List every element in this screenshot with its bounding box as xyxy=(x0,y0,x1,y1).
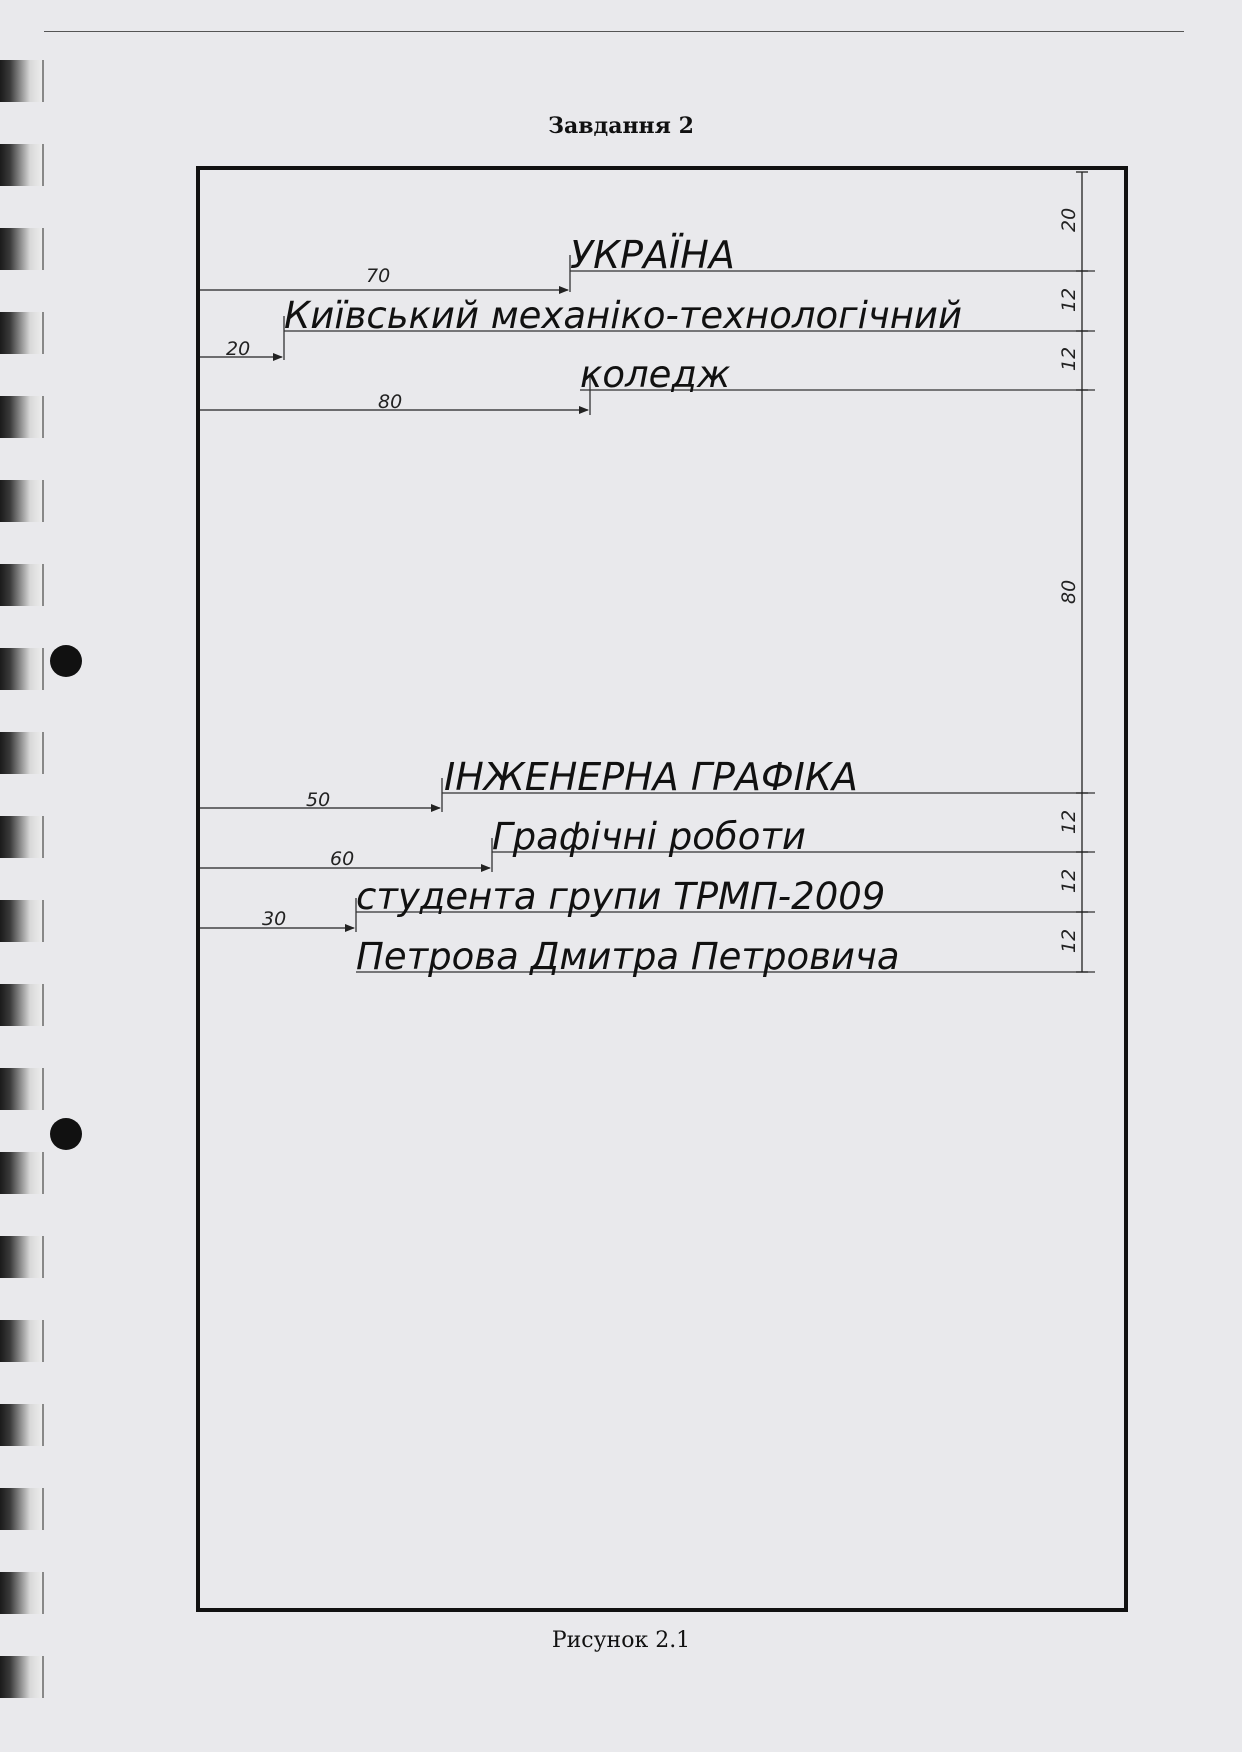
dim-h-30: 30 xyxy=(262,908,287,930)
dim-h-20: 20 xyxy=(226,338,251,360)
figure-caption: Рисунок 2.1 xyxy=(551,1628,691,1653)
dim-v-12a: 12 xyxy=(1058,287,1080,312)
dim-h-80: 80 xyxy=(378,391,403,413)
line-college: Київський механіко-технологічний xyxy=(284,294,962,337)
line-student: Петрова Дмитра Петровича xyxy=(356,935,900,978)
dim-v-12c: 12 xyxy=(1058,809,1080,834)
line-works: Графічні роботи xyxy=(492,815,806,858)
line-country: УКРАЇНА xyxy=(570,233,735,277)
line-college-2: коледж xyxy=(580,353,731,396)
dim-v-12e: 12 xyxy=(1058,928,1080,953)
dim-h-70: 70 xyxy=(366,265,391,287)
line-subject: ІНЖЕНЕРНА ГРАФІКА xyxy=(444,755,858,799)
dim-h-50: 50 xyxy=(306,789,331,811)
line-group: студента групи ТРМП-2009 xyxy=(356,875,886,918)
dim-v-12b: 12 xyxy=(1058,346,1080,371)
dim-h-60: 60 xyxy=(330,848,355,870)
dim-v-20: 20 xyxy=(1058,207,1080,232)
assignment-title: Завдання 2 xyxy=(548,113,694,139)
dim-v-12d: 12 xyxy=(1058,868,1080,893)
dim-v-80: 80 xyxy=(1058,579,1080,604)
